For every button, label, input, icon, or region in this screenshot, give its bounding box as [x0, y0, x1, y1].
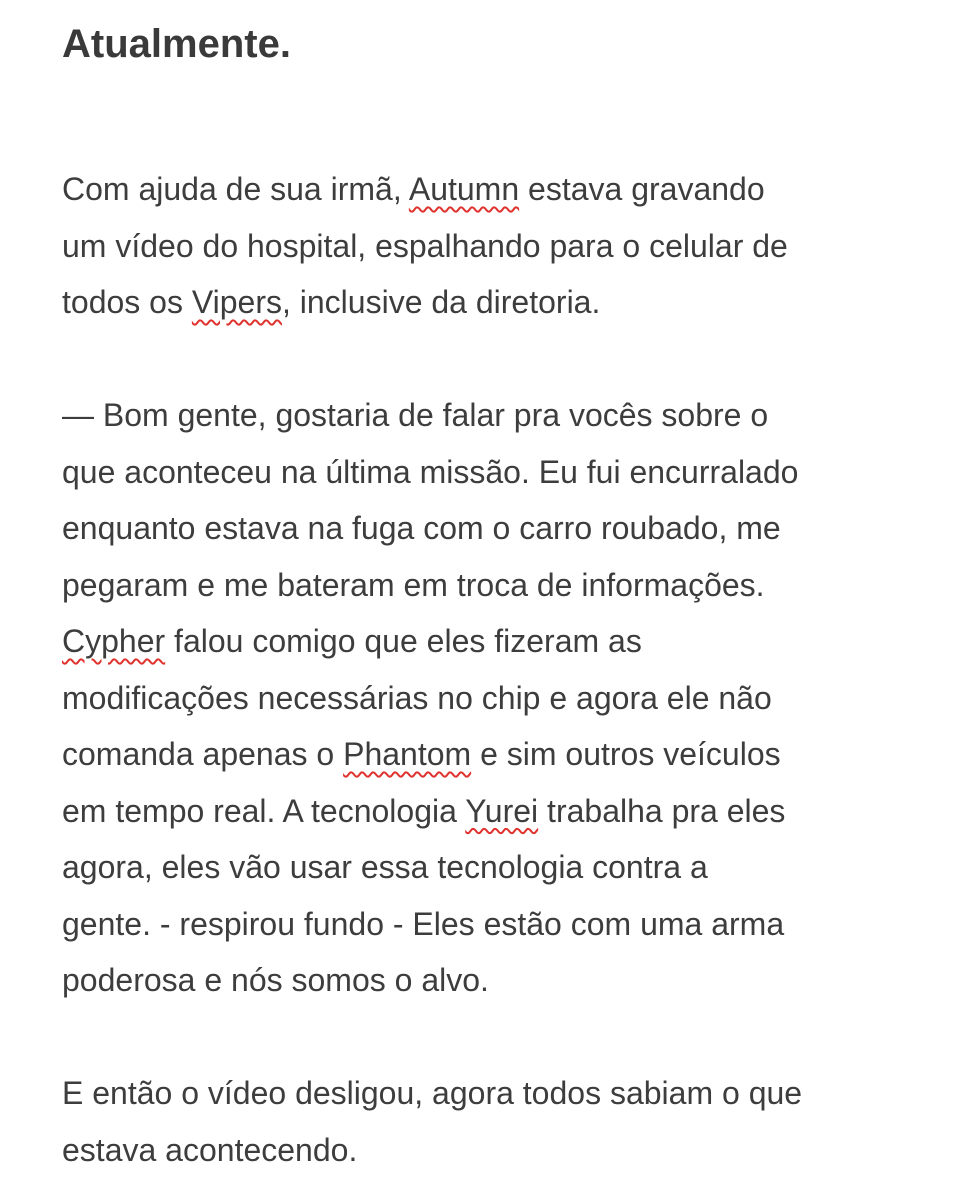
- text-run: estava gravando: [519, 171, 765, 207]
- text-run: falou comigo que eles fizeram as: [165, 623, 642, 659]
- text-run: , inclusive da diretoria.: [281, 284, 601, 320]
- chapter-heading: Atualmente.: [62, 22, 291, 66]
- text-line: poderosa e nós somos o alvo.: [62, 962, 489, 998]
- text-run: trabalha pra eles: [538, 792, 786, 829]
- text-line: [62, 161, 922, 218]
- text-line: [62, 726, 922, 783]
- text-line: [62, 274, 922, 331]
- misspelled-word-autumn[interactable]: Autumn: [408, 171, 520, 207]
- text-line: pegaram e me bateram em troca de informações.: [62, 566, 765, 603]
- text-line: — Bom gente, gostaria de falar pra vocês sobre o: [62, 397, 769, 433]
- text-run: todos os: [62, 284, 192, 320]
- text-line: agora, eles vão usar essa tecnologia contra a: [62, 849, 708, 885]
- document-body[interactable]: [62, 0, 922, 1178]
- text-run: Com ajuda de sua irmã,: [62, 171, 409, 207]
- misspelled-word-phantom[interactable]: Phantom: [343, 736, 472, 772]
- text-run: comanda apenas o: [62, 736, 344, 772]
- misspelled-word-cypher[interactable]: Cypher: [62, 623, 166, 659]
- text-line: [62, 613, 922, 670]
- paragraph-1: [62, 161, 922, 331]
- text-line: gente. - respirou fundo - Eles estão com uma arma: [62, 905, 785, 942]
- paragraph-3: [62, 1065, 922, 1178]
- text-line: E então o vídeo desligou, agora todos sabiam o que: [62, 1075, 803, 1111]
- text-line: enquanto estava na fuga com o carro roubado, me: [62, 510, 781, 546]
- misspelled-word-yurei[interactable]: Yurei: [465, 792, 539, 829]
- text-line: estava acontecendo.: [62, 1131, 358, 1168]
- text-run: em tempo real. A tecnologia: [62, 792, 466, 829]
- text-run: e sim outros veículos: [471, 736, 781, 772]
- paragraph-2: [62, 387, 922, 1009]
- text-line: modificações necessárias no chip e agora ele não: [62, 679, 772, 716]
- text-line: um vídeo do hospital, espalhando para o celular de: [62, 227, 788, 264]
- text-line: que aconteceu na última missão. Eu fui encurralado: [62, 453, 799, 490]
- text-line: [62, 783, 922, 840]
- misspelled-word-vipers[interactable]: Vipers: [191, 284, 282, 320]
